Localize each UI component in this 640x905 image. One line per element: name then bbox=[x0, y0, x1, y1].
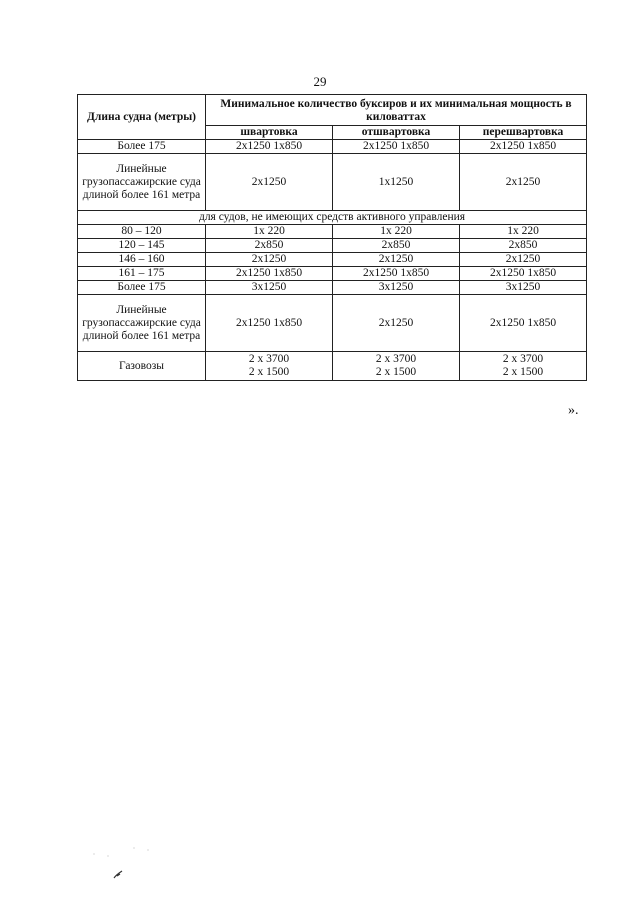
cell-length: Более 175 bbox=[78, 281, 206, 295]
cell-line: 2 x 1500 bbox=[248, 366, 290, 378]
cell-length: 120 – 145 bbox=[78, 239, 206, 253]
cell-length: Газовозы bbox=[78, 352, 206, 381]
table-row bbox=[78, 352, 587, 381]
cell-value: 2x1250 1x850 bbox=[460, 267, 587, 281]
cell-value bbox=[333, 352, 460, 381]
cell-line: 2 x 1500 bbox=[375, 366, 417, 378]
cell-value: 2x1250 bbox=[460, 154, 587, 211]
cell-value: 2x1250 1x850 bbox=[333, 267, 460, 281]
cell-value: 1x1250 bbox=[333, 154, 460, 211]
cell-value: 2x1250 bbox=[206, 253, 333, 267]
table-row bbox=[78, 253, 587, 267]
cell-value: 1x 220 bbox=[333, 225, 460, 239]
cell-value: 2x1250 bbox=[333, 253, 460, 267]
cell-length: Линейные грузопассажирские суда длиной более 161 метра bbox=[78, 154, 206, 211]
cell-line: 2 x 3700 bbox=[248, 353, 290, 365]
table-row bbox=[78, 239, 587, 253]
handwritten-tick-icon bbox=[88, 840, 158, 890]
cell-value: 2x1250 1x850 bbox=[206, 267, 333, 281]
cell-value: 2x850 bbox=[206, 239, 333, 253]
cell-value: 3x1250 bbox=[206, 281, 333, 295]
cell-value: 2x1250 1x850 bbox=[333, 140, 460, 154]
header-vessel-length: Длина судна (метры) bbox=[78, 95, 206, 140]
table-row bbox=[78, 154, 587, 211]
tugboat-requirements-table bbox=[77, 94, 587, 381]
cell-value: 1x 220 bbox=[460, 225, 587, 239]
table-row bbox=[78, 295, 587, 352]
table-header-row bbox=[78, 95, 587, 126]
table-row bbox=[78, 267, 587, 281]
header-min-tugs: Минимальное количество буксиров и их минимальная мощность в киловаттах bbox=[206, 95, 587, 126]
cell-value: 2x1250 bbox=[333, 295, 460, 352]
cell-length: 161 – 175 bbox=[78, 267, 206, 281]
page-number: 29 bbox=[313, 74, 327, 89]
table-row bbox=[78, 140, 587, 154]
cell-value: 3x1250 bbox=[460, 281, 587, 295]
section-header-row bbox=[78, 211, 587, 225]
table-row bbox=[78, 225, 587, 239]
section-label: для судов, не имеющих средств активного управления bbox=[78, 211, 587, 225]
cell-value: 2x1250 bbox=[460, 253, 587, 267]
cell-value: 2x1250 1x850 bbox=[206, 140, 333, 154]
cell-value bbox=[206, 352, 333, 381]
cell-length: Линейные грузопассажирские суда длиной более 161 метра bbox=[78, 295, 206, 352]
cell-value bbox=[460, 352, 587, 381]
cell-value: 2x1250 1x850 bbox=[460, 140, 587, 154]
cell-length: 146 – 160 bbox=[78, 253, 206, 267]
cell-length: 80 – 120 bbox=[78, 225, 206, 239]
cell-length: Более 175 bbox=[78, 140, 206, 154]
header-remooring: перешвартовка bbox=[460, 126, 587, 140]
cell-line: 2 x 1500 bbox=[502, 366, 544, 378]
cell-value: 1x 220 bbox=[206, 225, 333, 239]
cell-value: 2x1250 1x850 bbox=[460, 295, 587, 352]
table-row bbox=[78, 281, 587, 295]
header-mooring: швартовка bbox=[206, 126, 333, 140]
cell-value: 2x850 bbox=[460, 239, 587, 253]
cell-value: 2x1250 bbox=[206, 154, 333, 211]
cell-value: 2x850 bbox=[333, 239, 460, 253]
cell-value: 2x1250 1x850 bbox=[206, 295, 333, 352]
cell-line: 2 x 3700 bbox=[375, 353, 417, 365]
cell-line: 2 x 3700 bbox=[502, 353, 544, 365]
cell-value: 3x1250 bbox=[333, 281, 460, 295]
closing-quote: ». bbox=[568, 403, 579, 418]
header-unmooring: отшвартовка bbox=[333, 126, 460, 140]
